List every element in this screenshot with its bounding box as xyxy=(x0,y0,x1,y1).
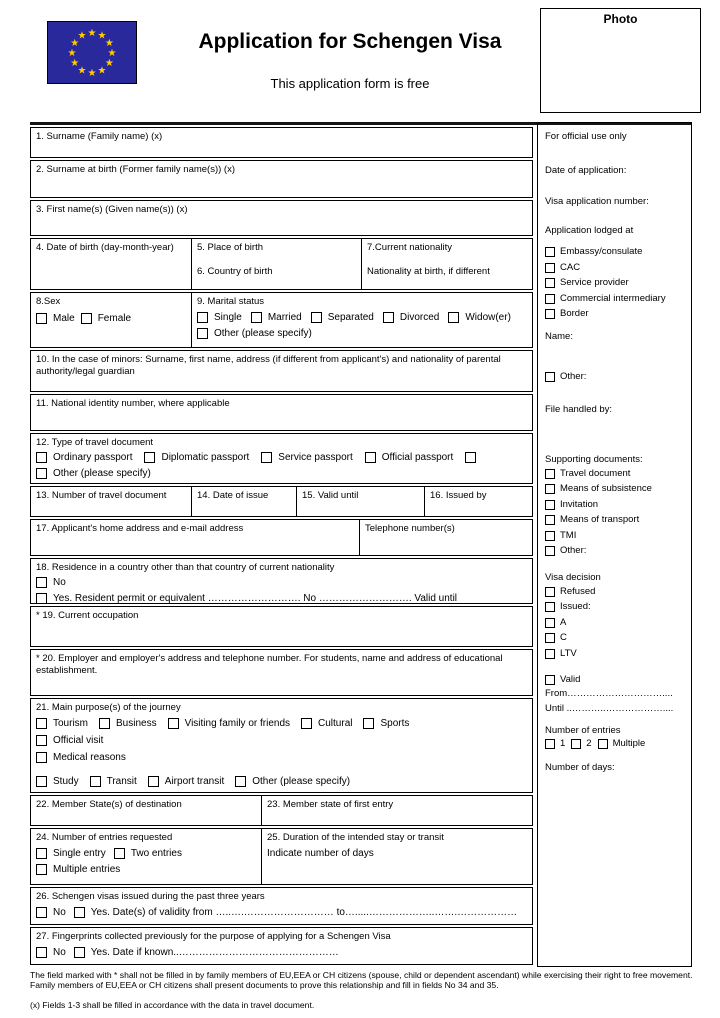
option-entries-multiple xyxy=(598,737,646,753)
fields-4-7 xyxy=(30,238,533,290)
svg-text:★: ★ xyxy=(104,58,114,69)
form-table xyxy=(30,127,533,967)
field-8-sex xyxy=(31,293,191,347)
field-7b-label: Nationality at birth, if different xyxy=(367,265,490,277)
option-fingerprints-yes xyxy=(74,946,339,959)
field-15-valid-until xyxy=(296,487,424,516)
application-lodged-at-label: Application lodged at xyxy=(545,224,634,236)
option-female-label: Female xyxy=(97,313,132,325)
option-tourism xyxy=(36,717,88,730)
field-25b-label: Indicate number of days xyxy=(267,848,374,860)
checkbox-tourism[interactable] xyxy=(36,718,47,729)
header xyxy=(165,30,535,91)
field-20-label: * 20. Employer and employer's address and telephone number. For students, name and address of educational establishment. xyxy=(36,653,503,677)
option-visa-a xyxy=(545,615,685,631)
option-ordinary-passport-label: Ordinary passport xyxy=(53,452,133,464)
checkbox-issued[interactable] xyxy=(545,602,555,612)
option-cac xyxy=(545,260,685,276)
visa-decision-label: Visa decision xyxy=(545,572,601,584)
checkbox-tmi[interactable] xyxy=(545,531,555,541)
option-study-label: Study xyxy=(53,776,79,788)
svg-text:★: ★ xyxy=(87,28,97,39)
field-7-nationality xyxy=(361,239,532,289)
option-issued xyxy=(545,600,685,616)
checkbox-cultural[interactable] xyxy=(301,718,312,729)
option-single-entry xyxy=(36,847,106,860)
svg-text:★: ★ xyxy=(70,38,80,49)
option-supporting-other xyxy=(545,544,685,560)
checkbox-widower[interactable] xyxy=(448,312,459,323)
option-sports-label: Sports xyxy=(380,718,410,730)
field-17b-label: Telephone number(s) xyxy=(365,523,455,534)
checkbox-residence-yes[interactable] xyxy=(36,593,47,604)
option-lodged-other-label: Other: xyxy=(560,370,587,382)
checkbox-entries-1[interactable] xyxy=(545,739,555,749)
field-14-label: 14. Date of issue xyxy=(197,490,269,501)
option-invitation-label: Invitation xyxy=(560,498,599,510)
option-visa-ltv xyxy=(545,646,685,662)
official-use-title: For official use only xyxy=(545,131,627,142)
option-multiple-entries-label: Multiple entries xyxy=(53,864,121,876)
checkbox-refused[interactable] xyxy=(545,587,555,597)
checkbox-cac[interactable] xyxy=(545,263,555,273)
option-entries-1 xyxy=(545,737,565,753)
checkbox-study[interactable] xyxy=(36,776,47,787)
field-23-first-entry xyxy=(261,796,532,825)
option-cultural xyxy=(301,717,352,730)
option-service-provider-label: Service provider xyxy=(560,277,629,289)
number-of-days-label: Number of days: xyxy=(545,762,615,774)
field-11-label: 11. National identity number, where applicable xyxy=(36,398,230,409)
option-study xyxy=(36,775,79,788)
option-service-passport xyxy=(261,451,352,464)
valid-from-label: From………………………….... xyxy=(545,688,673,699)
field-17-label: 17. Applicant's home address and e-mail address xyxy=(36,523,244,534)
option-marital-other xyxy=(197,327,312,340)
field-20-employer xyxy=(30,649,533,696)
checkbox-airport-transit[interactable] xyxy=(148,776,159,787)
checkbox-service-passport[interactable] xyxy=(261,452,272,463)
checkbox-special-passport[interactable] xyxy=(465,452,476,463)
option-residence-no-label: No xyxy=(53,577,66,589)
checkbox-transit[interactable] xyxy=(90,776,101,787)
option-single-entry-label: Single entry xyxy=(53,848,106,860)
checkbox-married[interactable] xyxy=(251,312,262,323)
option-diplomatic-passport-label: Diplomatic passport xyxy=(161,452,250,464)
field-8-label: 8.Sex xyxy=(36,296,61,307)
field-22-label: 22. Member State(s) of destination xyxy=(36,799,182,810)
field-4-label: 4. Date of birth (day-month-year) xyxy=(36,242,174,253)
checkbox-document-other[interactable] xyxy=(36,468,47,479)
checkbox-divorced[interactable] xyxy=(383,312,394,323)
checkbox-fingerprints-yes[interactable] xyxy=(74,947,85,958)
field-15-label: 15. Valid until xyxy=(302,490,359,501)
field-18-residence xyxy=(30,558,533,604)
field-3-label: 3. First name(s) (Given name(s)) (x) xyxy=(36,204,188,215)
field-1-surname xyxy=(30,127,533,158)
option-official-visit xyxy=(36,734,103,747)
page-subtitle: This application form is free xyxy=(270,76,430,91)
option-visas-no-label: No xyxy=(53,907,66,919)
page-title: Application for Schengen Visa xyxy=(198,30,502,53)
option-service-passport-label: Service passport xyxy=(278,452,353,464)
option-multiple-entries xyxy=(36,863,120,876)
checkbox-visiting-family[interactable] xyxy=(168,718,179,729)
option-cac-label: CAC xyxy=(560,261,581,273)
option-means-of-transport xyxy=(545,513,685,529)
svg-text:★: ★ xyxy=(77,30,87,42)
checkbox-ordinary-passport[interactable] xyxy=(36,452,47,463)
option-entries-multiple-label: Multiple xyxy=(612,738,646,750)
option-visiting-family xyxy=(168,717,290,730)
checkbox-female[interactable] xyxy=(81,313,92,324)
field-26-label: 26. Schengen visas issued during the past three years xyxy=(36,891,265,902)
checkbox-single-entry[interactable] xyxy=(36,848,47,859)
option-airport-transit-label: Airport transit xyxy=(164,776,225,788)
official-use-panel xyxy=(537,122,692,967)
option-tmi-label: TMI xyxy=(560,529,577,541)
photo-box xyxy=(540,8,701,113)
checkbox-diplomatic-passport[interactable] xyxy=(144,452,155,463)
option-fingerprints-no-label: No xyxy=(53,947,66,959)
fields-5-6-birth xyxy=(191,239,361,289)
field-2-surname-at-birth xyxy=(30,160,533,198)
field-25-duration xyxy=(261,829,532,884)
valid-until-label: Until ..………..……………….... xyxy=(545,702,674,714)
photo-label: Photo xyxy=(603,12,638,26)
field-14-date-of-issue xyxy=(191,487,296,516)
option-visa-ltv-label: LTV xyxy=(560,647,577,659)
option-married xyxy=(251,311,302,324)
checkbox-multiple-entries[interactable] xyxy=(36,864,47,875)
field-3-first-names xyxy=(30,200,533,236)
field-4-date-of-birth xyxy=(31,239,191,289)
field-23-label: 23. Member state of first entry xyxy=(267,799,394,810)
field-17-telephone xyxy=(359,520,532,555)
option-residence-yes-label: Yes. Resident permit or equivalent ………………………. No ………………………. Valid until xyxy=(53,593,458,605)
field-27-fingerprints xyxy=(30,927,533,965)
field-19-occupation xyxy=(30,606,533,647)
field-18-label: 18. Residence in a country other than that country of current nationality xyxy=(36,562,335,573)
fields-22-23 xyxy=(30,795,533,826)
option-refused xyxy=(545,584,685,600)
checkbox-official-passport[interactable] xyxy=(365,452,376,463)
field-12-travel-document-type xyxy=(30,433,533,484)
option-visas-yes-label: Yes. Date(s) of validity from …..….……………………… to….....………………..…….……………… xyxy=(90,907,518,919)
field-26-previous-visas xyxy=(30,887,533,925)
option-document-other xyxy=(36,467,151,480)
option-divorced xyxy=(383,311,439,324)
option-refused-label: Refused xyxy=(560,585,596,597)
field-21-label: 21. Main purpose(s) of the journey xyxy=(36,702,181,713)
field-17-home-address xyxy=(31,520,359,555)
checkbox-border[interactable] xyxy=(545,309,555,319)
option-valid xyxy=(545,673,685,689)
field-24-entries-requested xyxy=(31,829,261,884)
option-visas-yes xyxy=(74,906,517,919)
svg-text:★: ★ xyxy=(70,58,80,69)
field-10-minors xyxy=(30,350,533,392)
option-lodged-other xyxy=(545,369,685,385)
svg-text:★: ★ xyxy=(104,38,114,49)
checkbox-visas-yes[interactable] xyxy=(74,907,85,918)
option-marital-other-label: Other (please specify) xyxy=(214,328,312,340)
checkbox-embassy-consulate[interactable] xyxy=(545,247,555,257)
option-cultural-label: Cultural xyxy=(318,718,353,730)
svg-text:★: ★ xyxy=(97,30,107,42)
checkbox-travel-document[interactable] xyxy=(545,469,555,479)
option-widower-label: Widow(er) xyxy=(465,312,511,324)
checkbox-visa-c[interactable] xyxy=(545,633,555,643)
svg-text:★: ★ xyxy=(97,65,107,77)
field-13-label: 13. Number of travel document xyxy=(36,490,167,501)
option-visa-c xyxy=(545,631,685,647)
checkbox-valid[interactable] xyxy=(545,675,555,685)
option-visiting-family-label: Visiting family or friends xyxy=(184,718,291,730)
field-9-marital-status xyxy=(191,293,532,347)
svg-text:★: ★ xyxy=(87,68,97,79)
option-transit xyxy=(90,775,137,788)
fields-8-9 xyxy=(30,292,533,348)
checkbox-means-of-transport[interactable] xyxy=(545,515,555,525)
fields-24-25 xyxy=(30,828,533,885)
field-16-label: 16. Issued by xyxy=(430,490,487,501)
checkbox-visas-no[interactable] xyxy=(36,907,47,918)
option-two-entries-label: Two entries xyxy=(130,848,182,860)
option-male xyxy=(36,312,75,325)
field-19-label: * 19. Current occupation xyxy=(36,610,139,621)
field-16-issued-by xyxy=(424,487,532,516)
option-visas-no xyxy=(36,906,66,919)
option-entries-2-label: 2 xyxy=(586,738,592,750)
field-22-destination xyxy=(31,796,261,825)
option-medical-reasons-label: Medical reasons xyxy=(53,752,126,764)
checkbox-official-visit[interactable] xyxy=(36,735,47,746)
number-of-entries-label: Number of entries xyxy=(545,724,621,736)
option-tourism-label: Tourism xyxy=(53,718,89,730)
option-commercial-intermediary-label: Commercial intermediary xyxy=(560,292,666,304)
checkbox-residence-no[interactable] xyxy=(36,577,47,588)
field-2-label: 2. Surname at birth (Former family name(s)) (x) xyxy=(36,164,236,175)
option-means-of-subsistence-label: Means of subsistence xyxy=(560,483,652,495)
eu-flag-icon xyxy=(47,21,137,84)
visa-application-number-label: Visa application number: xyxy=(545,195,649,207)
option-purpose-other xyxy=(235,775,350,788)
checkbox-marital-other[interactable] xyxy=(197,328,208,339)
option-service-provider xyxy=(545,276,685,292)
option-medical-reasons xyxy=(36,751,126,764)
checkbox-service-provider[interactable] xyxy=(545,278,555,288)
checkbox-entries-multiple[interactable] xyxy=(598,739,608,749)
option-airport-transit xyxy=(148,775,224,788)
option-official-passport-label: Official passport xyxy=(381,452,454,464)
field-7-label: 7.Current nationality xyxy=(367,242,453,253)
checkbox-sports[interactable] xyxy=(363,718,374,729)
option-diplomatic-passport xyxy=(144,451,249,464)
option-fingerprints-no xyxy=(36,946,66,959)
option-business xyxy=(99,717,157,730)
svg-text:★: ★ xyxy=(107,48,117,59)
option-travel-document-label: Travel document xyxy=(560,467,631,479)
option-residence-yes xyxy=(36,592,457,605)
option-male-label: Male xyxy=(53,313,75,325)
entries-options xyxy=(545,737,685,753)
checkbox-visa-a[interactable] xyxy=(545,618,555,628)
fields-13-16 xyxy=(30,486,533,517)
footnote-x: (x) Fields 1-3 shall be filled in accordance with the data in travel document. xyxy=(30,999,315,1010)
option-two-entries xyxy=(114,847,182,860)
option-means-of-transport-label: Means of transport xyxy=(560,514,640,526)
checkbox-single[interactable] xyxy=(197,312,208,323)
option-single-label: Single xyxy=(214,312,242,324)
option-issued-label: Issued: xyxy=(560,601,591,613)
field-13-document-number xyxy=(31,487,191,516)
svg-text:★: ★ xyxy=(77,65,87,77)
checkbox-fingerprints-no[interactable] xyxy=(36,947,47,958)
option-embassy-consulate xyxy=(545,245,685,261)
field-5-label: 5. Place of birth xyxy=(197,242,264,253)
option-transit-label: Transit xyxy=(106,776,137,788)
option-visa-a-label: A xyxy=(560,616,567,628)
checkbox-supporting-other[interactable] xyxy=(545,546,555,556)
option-travel-document xyxy=(545,466,685,482)
checkbox-male[interactable] xyxy=(36,313,47,324)
option-visa-c-label: C xyxy=(560,632,567,644)
field-24-label: 24. Number of entries requested xyxy=(36,832,173,843)
checkbox-purpose-other[interactable] xyxy=(235,776,246,787)
field-27-label: 27. Fingerprints collected previously for the purpose of applying for a Schengen Visa xyxy=(36,931,391,942)
option-border-label: Border xyxy=(560,308,589,320)
field-17-address xyxy=(30,519,533,556)
checkbox-visa-ltv[interactable] xyxy=(545,649,555,659)
option-separated-label: Separated xyxy=(327,312,374,324)
option-single xyxy=(197,311,242,324)
field-9-label: 9. Marital status xyxy=(197,296,265,307)
field-6-label: 6. Country of birth xyxy=(197,265,273,277)
field-10-label: 10. In the case of minors: Surname, first name, address (if different from applicant's) and nationality of parental authority/legal guardian xyxy=(36,354,501,378)
checkbox-medical-reasons[interactable] xyxy=(36,752,47,763)
option-purpose-other-label: Other (please specify) xyxy=(252,776,351,788)
option-residence-no xyxy=(36,576,66,589)
footnote-asterisk: The field marked with * shall not be filled in by family members of EU,EEA or CH citizens (spouse, child or dependent ascendant) while exercising their right to free movement. Family members of EU,EEA or CH citizens shall present documents to prove this relationship and fill in fields No 34 and 35. xyxy=(30,970,693,991)
option-commercial-intermediary xyxy=(545,291,685,307)
field-12-label: 12. Type of travel document xyxy=(36,437,154,448)
date-of-application-label: Date of application: xyxy=(545,164,627,176)
checkbox-commercial-intermediary[interactable] xyxy=(545,294,555,304)
option-entries-2 xyxy=(571,737,591,753)
option-official-visit-label: Official visit xyxy=(53,735,104,747)
supporting-documents-label: Supporting documents: xyxy=(545,454,643,466)
option-tmi xyxy=(545,528,685,544)
svg-text:★: ★ xyxy=(67,48,77,59)
option-embassy-consulate-label: Embassy/consulate xyxy=(560,246,643,258)
checkbox-two-entries[interactable] xyxy=(114,848,125,859)
option-supporting-other-label: Other: xyxy=(560,545,587,557)
field-1-label: 1. Surname (Family name) (x) xyxy=(36,131,163,142)
field-25-label: 25. Duration of the intended stay or transit xyxy=(267,832,444,843)
checkbox-business[interactable] xyxy=(99,718,110,729)
checkbox-means-of-subsistence[interactable] xyxy=(545,484,555,494)
checkbox-lodged-other[interactable] xyxy=(545,372,555,382)
option-separated xyxy=(311,311,374,324)
name-label: Name: xyxy=(545,331,573,342)
checkbox-entries-2[interactable] xyxy=(571,739,581,749)
option-sports xyxy=(363,717,409,730)
option-entries-1-label: 1 xyxy=(560,738,566,750)
option-fingerprints-yes-label: Yes. Date if known..………………………………………… xyxy=(90,947,339,959)
checkbox-separated[interactable] xyxy=(311,312,322,323)
option-ordinary-passport xyxy=(36,451,132,464)
option-means-of-subsistence xyxy=(545,482,685,498)
option-business-label: Business xyxy=(116,718,157,730)
field-11-national-id xyxy=(30,394,533,431)
checkbox-invitation[interactable] xyxy=(545,500,555,510)
option-border xyxy=(545,307,685,323)
option-divorced-label: Divorced xyxy=(399,312,440,324)
option-invitation xyxy=(545,497,685,513)
option-valid-label: Valid xyxy=(560,674,581,686)
field-21-journey-purpose xyxy=(30,698,533,793)
option-official-passport xyxy=(365,451,454,464)
eu-flag-stars xyxy=(48,22,136,83)
footer-notes xyxy=(30,970,694,1010)
option-document-other-label: Other (please specify) xyxy=(53,468,151,480)
option-female xyxy=(81,312,131,325)
option-widower xyxy=(448,311,511,324)
file-handled-by-label: File handled by: xyxy=(545,404,613,416)
option-married-label: Married xyxy=(267,312,302,324)
